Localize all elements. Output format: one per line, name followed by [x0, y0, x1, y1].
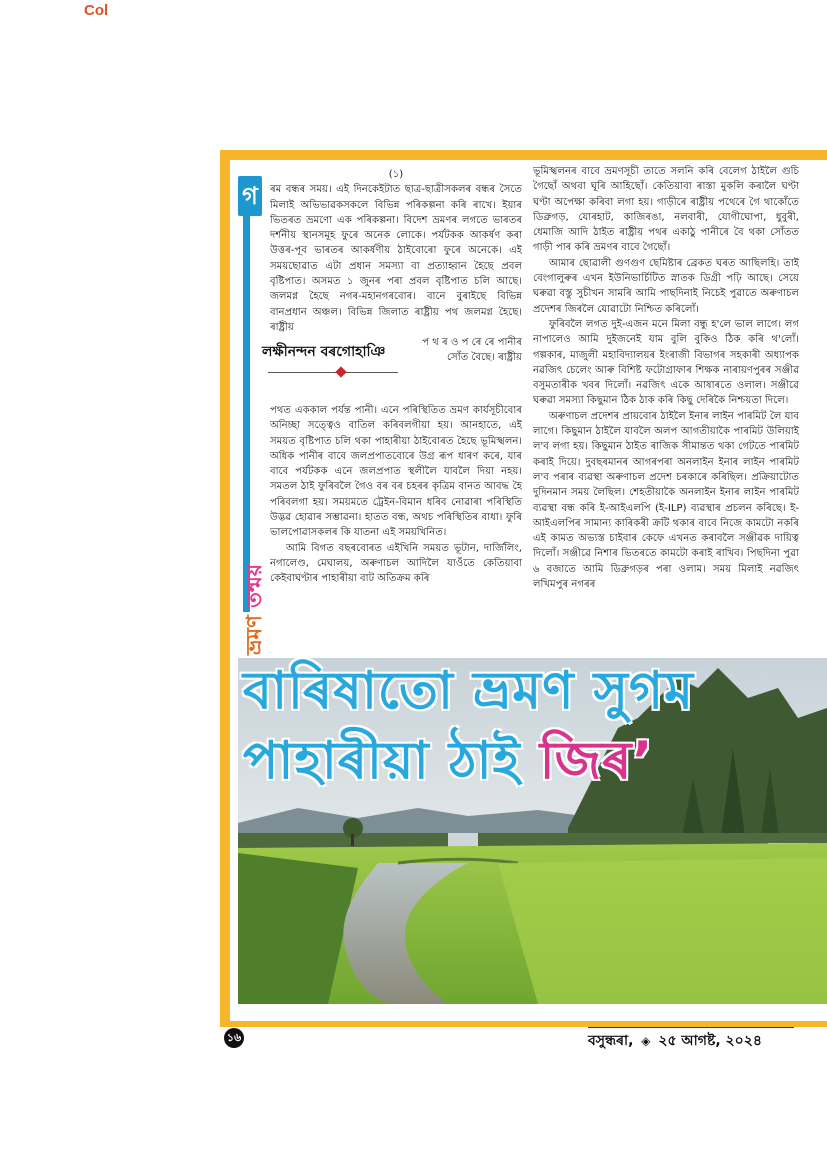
- paragraph: ভূমিস্খলনৰ বাবে ভ্ৰমণসূচী তাতে সলনি কৰি বেলেগ ঠাইলৈ গুচি গৈছোঁ অথবা ঘূৰি আহিছোঁ। কেতিয়াবা ৰাস্তা মুকলি কৰালৈ ঘণ্টা ঘণ্টা অপেক্ষা কৰিবা লগা হয়। গাড়ীৰে ৰাষ্ট্ৰীয় পথেৰে গৈ থাকোঁতে ডিব্ৰুগড়, যোৰহাট, কাজিৰঙা, নলবাৰী, যোগীঘোপা, ধুবুৰী, ধেমাজি আদি ঠাইত ৰাষ্ট্ৰীয় পথৰ একাঠু পানীৰে বৈ থকা সোঁতত গাড়ী পাৰ কৰি ভ্ৰমণৰ বাবে গৈছোঁ।: [533, 166, 799, 254]
- paragraph: অৰুণাচল প্ৰদেশৰ প্ৰায়বোৰ ঠাইলৈ ইনাৰ লাইন পাৰমিট লৈ যাব লাগে। কিছুমান ঠাইলৈ যাবলৈ অলপ আগতীয়াকৈ পাৰমিট উলিয়াই ল'ব লগা হয়। কিছুমান ঠাইত ৰাজিক সীমান্তত থকা গেটতে পাৰমিট কৰাই দিয়ে। দুবছৰমানৰ আগৰপৰা অনলাইন ইনাৰ লাইন পাৰমিট ল'ব পৰাৰ ব্যৱস্থা অৰুণাচল প্ৰদেশ চৰকাৰে কৰিছিল। প্ৰক্ৰিয়াটোত দুদিনমান সময় লৈছিল। শেহতীয়াকৈ অনলাইন ইনাৰ লাইন পাৰমিট ব্যৱস্থা বন্ধ কৰি ই-আইএলপি (ই-ILP) ব্যৱস্থাৰ প্ৰচলন কৰিছে। ই-আইএলপিৰ সামান্য কাৰিকৰী ক্ৰটি থকাৰ বাবে নিজে কামটো নকৰি এই কামত অভ্যস্ত চাইবাৰ কেফে এখনত কৰাবলৈ সঞ্জীৱক দায়িত্ব দিলোঁ। সঞ্জীৱে নিশাৰ ভিতৰতে কামটো কৰাই ৰাখিব। পিছদিনা পুৱা ৬ বজাতে আমি ডিব্ৰুগড়ৰ পৰা ওলাম। সময় মিলাই নৱজিৎ লখিমপুৰ নগৰৰ: [533, 410, 799, 591]
- diamond-icon: ◈: [641, 1034, 651, 1048]
- author-name: লক্ষীনন্দন বৰগোহাঞি: [262, 344, 386, 360]
- headline-accent: জিৰ’: [539, 731, 654, 791]
- page-number: ১৬: [224, 1028, 244, 1048]
- magazine-name: বসুন্ধৰা,: [588, 1033, 634, 1049]
- paragraph: পথত এককাল পৰ্যন্ত পানী। এনে পৰিস্থিতিত ভ্ৰমণ কাৰ্যসূচীবোৰ অনিচ্ছা সত্ত্বেও বাতিল কৰিবলগীয়া হয়। আনহাতে, এই সময়ত বৃষ্টিপাত চলি থকা পাহাৰীয়া ঠাইবোৰত হৈছে ভূমিস্খলন। অধিক পানীৰ বাবে জলপ্ৰপাতবোৰে উগ্ৰ ৰূপ ধাৰণ কৰে, যাৰ বাবে পৰ্যটকক এনে জলপ্ৰপাত স্থলীলৈ যাবলৈ দিয়া নহয়। সমতল ঠাই ফুৰিবলৈ গৈও বৰ বৰ চহৰৰ কৃত্ৰিম বানত আবদ্ধ হৈ পৰিবলগা হয়। সময়মতে ট্ৰেইন-বিমান ধৰিব নোৱাৰা পৰিস্থিতি উদ্ভৱ হোৱাৰ সম্ভাৱনা। হাতত বন্ধ, অথচ পৰিস্থিতিৰ বাধা। ফুৰি ভালপোৱাসকলৰ কি যাতনা এই সময়খিনিত।: [270, 405, 522, 539]
- article-column-wrap: [422, 335, 522, 401]
- issue-date: ২৫ আগষ্ট, ২০২৪: [658, 1033, 762, 1049]
- paragraph: আমাৰ ছোৱালী গুণগুণ ছেমিষ্টাৰ ব্ৰেকত ঘৰত আছিলহি। তাই বেংগালুৰুৰ এখন ইউনিভাৰ্চিটিত স্নাতক ডিগ্ৰী পঢ়ি আছে। সেয়ে ঘৰুৱা বস্তু সুচীখন সামৰি আমি পাছদিনাই নিচেই পুৱাতে অৰুণাচল প্ৰদেশৰ জিৰলৈ যোৱাটো নিশ্চিত কৰিলোঁ।: [533, 257, 799, 315]
- drop-cap: গ: [242, 182, 258, 210]
- footer-credit: [588, 1029, 798, 1053]
- headline-line-2: [243, 720, 653, 807]
- paragraph: প থ ৰ ও প ৰে ৰে পানীৰ সোঁত বৈছে। ৰাষ্ট্ৰীয়: [422, 337, 522, 364]
- paragraph: ৰম বন্ধৰ সময়। এই দিনকেইটাত ছাত্ৰ-ছাত্ৰীসকলৰ বন্ধৰ সৈতে মিলাই অভিভাৱকসকলে বিভিন্ন পৰিকল্পনা কৰি ৰাখে। ইয়াৰ ভিতৰত ভ্ৰমণো এক পৰিকল্পনা। বিদেশ ভ্ৰমণৰ লগতে ভাৰতৰ দৰ্শনীয় স্থানসমূহ ফুৰে অনেক লোকে। পৰ্যটকক আকৰ্ষণ কৰা উত্তৰ-পূব ভাৰতৰ আকৰ্ষণীয় ঠাইবোৰো ফুৰে অনেকে। এই সময়ছোৱাত এটা প্ৰধান সমস্যা বা প্ৰত্যাহ্বান হৈছে প্ৰবল বৃষ্টিপাত। অসমত ১ জুনৰ পৰা প্ৰবল বৃষ্টিপাত চলি আছে। জলমগ্ন হৈছে নগৰ-মহানগৰবোৰ। বানে বুৰাইছে বিভিন্ন বানপ্ৰধান অঞ্চল। বিভিন্ন জিলাত ৰাষ্ট্ৰীয় পথ জলমগ্ন হৈছে। ৰাষ্ট্ৰীয়: [270, 184, 522, 333]
- author-rule: [268, 372, 398, 373]
- headline-line-1: বাৰিষাতো ভ্ৰমণ সুগম: [243, 661, 694, 721]
- article-column-right: [533, 164, 799, 614]
- headline-line-2-text: পাহাৰীয়া ঠাই: [243, 731, 521, 791]
- vertical-title-text: ভ্ৰমণ: [242, 615, 266, 655]
- paragraph: ফুৰিবলৈ লগত দুই-এজন মনে মিলা বন্ধু হ'লে ভাল লাগে। লগ নাপালেও আমি দুইজনেই যাম বুলি বুকিও ঠিক কৰি থ'লোঁ। গল্পকাৰ, মাজুলী মহাবিদ্যালয়ৰ ইংৰাজী বিভাগৰ সহকাৰী অধ্যাপক নৱজিৎ চেলেং আৰু বিশিষ্ট ফটোগ্ৰাফাৰ শিক্ষক নাৰায়ণপুৰৰ সঞ্জীৱ বসুমতাৰীক খবৰ দিলোঁ। নৱজিৎ একে আষাৰতে ওলাল। সঞ্জীৱে ঘৰুৱা সমস্যা কিছুমান ঠিক ঠাক কৰি কিছু দেৰিকৈ নিশ্চয়তা দিলে।: [533, 318, 799, 407]
- side-accent-bar: [243, 216, 250, 612]
- corner-tag: Col: [84, 2, 109, 19]
- section-number: (১): [388, 169, 404, 180]
- paragraph: আমি বিগত বছৰবোৰত এইখিনি সময়ত ভূটান, দাৰ্জিলিং, নগালেণ্ড, মেঘালয়, অৰুণাচল আদিলৈ যাওঁতে কেতিয়াবা কেইবাঘণ্টাৰ পাহাৰীয়া বাট অতিক্ৰম কৰি: [270, 542, 522, 585]
- article-column-left-top: [270, 167, 522, 335]
- vertical-title-accent: তন্ময়: [242, 563, 266, 608]
- footer-rule: [588, 1027, 794, 1028]
- article-column-left-bottom: [270, 403, 522, 615]
- side-accent-gap: [250, 216, 254, 606]
